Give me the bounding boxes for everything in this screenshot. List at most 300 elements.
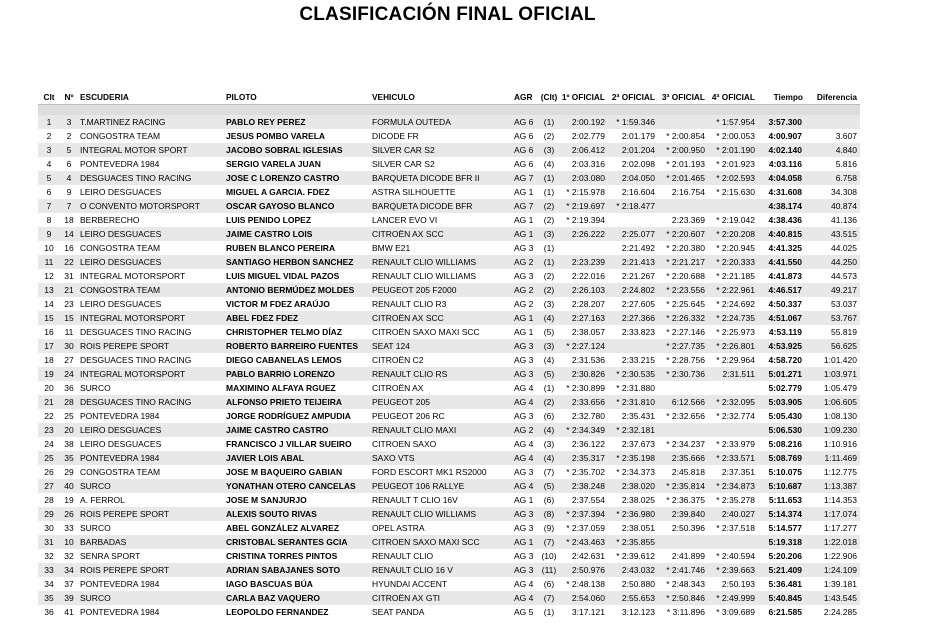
piloto-cell: FRANCISCO J VILLAR SUEIRO: [226, 439, 352, 449]
escuderia-cell: BERBERECHO: [80, 215, 140, 225]
vehiculo-cell: PEUGEOT 205 F2000: [370, 283, 512, 297]
piloto-cell: IAGO BASCUAS BÚA: [226, 579, 313, 589]
diferencia-cell: 4.840: [806, 143, 860, 157]
tiempo-cell: 4:03.116: [768, 159, 802, 169]
table-row: [38, 325, 860, 339]
tiempo-cell: 5:19.318: [758, 535, 806, 549]
oficial-1-cell: 2:37.554: [571, 495, 605, 505]
piloto-cell: ALEXIS SOUTO RIVAS: [224, 507, 370, 521]
clt-cell: 13: [38, 283, 58, 297]
diferencia-cell: 1:03.971: [806, 367, 860, 381]
piloto-cell: ABEL GONZÁLEZ ALVAREZ: [226, 523, 340, 533]
oficial-2-cell: 2:27.366: [608, 311, 658, 325]
table-row: [38, 143, 860, 157]
oficial-4-cell: * 2:26.801: [708, 339, 758, 353]
escuderia-cell: INTEGRAL MOTORSPORT: [80, 271, 186, 281]
number-cell: 11: [64, 327, 74, 337]
diferencia-cell: 1:24.109: [806, 563, 860, 577]
oficial-2-cell: * 2:36.980: [608, 507, 658, 521]
table-row: [38, 339, 860, 353]
vehiculo-cell: LANCER EVO VI: [372, 215, 438, 225]
escuderia-cell: CONGOSTRA TEAM: [80, 131, 161, 141]
escuderia-cell: LEIRO DESGUACES: [80, 299, 162, 309]
agr-cell: AG 1: [514, 215, 534, 225]
class-pos-cell: (2): [543, 215, 555, 225]
col-diferencia: Diferencia: [816, 91, 857, 102]
diferencia-cell: [806, 115, 860, 129]
oficial-4-cell: * 2:00.053: [716, 131, 755, 141]
clt-cell: 21: [38, 395, 58, 409]
vehiculo-cell: SEAT PANDA: [372, 607, 425, 617]
oficial-2-cell: [608, 339, 658, 353]
tiempo-cell: 5:03.905: [758, 395, 806, 409]
table-row: [38, 605, 860, 619]
escuderia-cell: DESGUACES TINO RACING: [80, 327, 192, 337]
col-vehiculo: VEHICULO: [372, 91, 415, 102]
oficial-3-cell: * 2:20.607: [658, 227, 708, 241]
oficial-1-cell: 2:30.826: [558, 367, 608, 381]
clt-cell: 3: [38, 143, 58, 157]
tiempo-cell: 6:21.585: [768, 607, 802, 617]
class-pos-cell: (1): [538, 115, 558, 129]
vehiculo-cell: FORMULA OUTEDA: [370, 115, 512, 129]
tiempo-cell: 4:46.517: [758, 283, 806, 297]
oficial-1-cell: 2:27.163: [558, 311, 608, 325]
clt-cell: 10: [44, 243, 54, 253]
oficial-3-cell: [658, 535, 708, 549]
table-row: [38, 409, 860, 423]
number-cell: 22: [58, 255, 78, 269]
piloto-cell: LUIS PENIDO LOPEZ: [226, 215, 312, 225]
class-pos-cell: (1): [538, 171, 558, 185]
clt-cell: 9: [38, 227, 58, 241]
table-row: [38, 465, 860, 479]
class-pos-cell: (4): [543, 355, 555, 365]
oficial-4-cell: * 2:49.999: [708, 591, 758, 605]
vehiculo-cell: SILVER CAR S2: [372, 159, 435, 169]
oficial-2-cell: * 2:30.535: [608, 367, 658, 381]
agr-cell: AG 6: [512, 143, 538, 157]
oficial-2-cell: * 2:18.477: [608, 199, 658, 213]
oficial-2-cell: 2:02.098: [621, 159, 655, 169]
tiempo-cell: 5:01.271: [758, 367, 806, 381]
oficial-2-cell: * 1:59.346: [608, 115, 658, 129]
vehiculo-cell: RENAULT CLIO WILLIAMS: [370, 507, 512, 521]
piloto-cell: OSCAR GAYOSO BLANCO: [224, 199, 370, 213]
escuderia-cell: PONTEVEDRA 1984: [78, 451, 224, 465]
number-cell: 35: [58, 451, 78, 465]
number-cell: 40: [58, 479, 78, 493]
class-pos-cell: (6): [543, 411, 555, 421]
agr-cell: AG 4: [514, 383, 534, 393]
vehiculo-cell: CITROËN AX SCC: [370, 311, 512, 325]
agr-cell: AG 4: [514, 579, 534, 589]
piloto-cell: ADRIAN SABAJANES SOTO: [224, 563, 370, 577]
tiempo-cell: 4:38.174: [758, 199, 806, 213]
diferencia-cell: 1:43.545: [806, 591, 860, 605]
clt-cell: 36: [44, 607, 54, 617]
piloto-cell: RUBEN BLANCO PEREIRA: [226, 243, 336, 253]
oficial-4-cell: * 2:24.692: [716, 299, 755, 309]
oficial-1-cell: * 2:37.394: [558, 507, 608, 521]
agr-cell: AG 1: [514, 187, 534, 197]
oficial-1-cell: 2:03.080: [558, 171, 608, 185]
clt-cell: 34: [44, 579, 54, 589]
number-cell: 29: [64, 467, 74, 477]
agr-cell: AG 6: [512, 115, 538, 129]
piloto-cell: JAIME CASTRO LOIS: [224, 227, 370, 241]
oficial-1-cell: 2:35.317: [558, 451, 608, 465]
diferencia-cell: 1:13.387: [806, 479, 860, 493]
agr-cell: AG 5: [514, 607, 534, 617]
oficial-3-cell: [658, 115, 708, 129]
escuderia-cell: CONGOSTRA TEAM: [78, 283, 224, 297]
oficial-1-cell: * 2:43.463: [558, 535, 608, 549]
number-cell: 25: [64, 411, 74, 421]
oficial-4-cell: [708, 535, 758, 549]
clt-cell: 5: [38, 171, 58, 185]
class-pos-cell: (1): [538, 255, 558, 269]
diferencia-cell: 1:39.181: [823, 579, 857, 589]
oficial-1-cell: * 2:48.138: [566, 579, 605, 589]
oficial-3-cell: 2:39.840: [658, 507, 708, 521]
piloto-cell: JACOBO SOBRAL IGLESIAS: [224, 143, 370, 157]
oficial-2-cell: 2:50.880: [621, 579, 655, 589]
class-pos-cell: (3): [538, 227, 558, 241]
escuderia-cell: INTEGRAL MOTOR SPORT: [78, 143, 224, 157]
oficial-1-cell: 2:42.631: [571, 551, 605, 561]
oficial-3-cell: * 2:28.756: [666, 355, 705, 365]
vehiculo-cell: CITROËN SAXO MAXI SCC: [372, 327, 480, 337]
tiempo-cell: 4:58.720: [768, 355, 802, 365]
oficial-3-cell: * 2:32.656: [666, 411, 705, 421]
class-pos-cell: (10): [541, 551, 557, 561]
escuderia-cell: ROIS PEREPE SPORT: [78, 507, 224, 521]
vehiculo-cell: RENAULT T CLIO 16V: [372, 495, 458, 505]
clt-cell: 12: [44, 271, 54, 281]
number-cell: 3: [58, 115, 78, 129]
number-cell: 23: [64, 299, 74, 309]
class-pos-cell: (2): [538, 395, 558, 409]
clt-cell: 24: [44, 439, 54, 449]
clt-cell: 19: [38, 367, 58, 381]
vehiculo-cell: RENAULT CLIO 16 V: [370, 563, 512, 577]
table-row: [38, 129, 860, 143]
piloto-cell: PABLO BARRIO LORENZO: [224, 367, 370, 381]
tiempo-cell: 5:02.779: [768, 383, 802, 393]
agr-cell: AG 3: [512, 507, 538, 521]
table-row: [38, 353, 860, 367]
class-pos-cell: (2): [543, 271, 555, 281]
number-cell: 37: [64, 579, 74, 589]
number-cell: 31: [64, 271, 74, 281]
oficial-3-cell: * 2:23.556: [658, 283, 708, 297]
agr-cell: AG 4: [514, 439, 534, 449]
oficial-3-cell: * 2:27.735: [658, 339, 708, 353]
oficial-1-cell: * 2:30.899: [566, 383, 605, 393]
table-row: [38, 213, 860, 227]
tiempo-cell: 4:02.140: [758, 143, 806, 157]
vehiculo-cell: RENAULT CLIO: [372, 551, 434, 561]
oficial-1-cell: * 2:34.349: [558, 423, 608, 437]
number-cell: 5: [58, 143, 78, 157]
agr-cell: AG 1: [512, 311, 538, 325]
oficial-2-cell: * 2:35.198: [608, 451, 658, 465]
col-oficial-3: 3ª OFICIAL: [661, 91, 705, 102]
table-row: [38, 437, 860, 451]
oficial-2-cell: 2:35.431: [621, 411, 655, 421]
vehiculo-cell: SAXO VTS: [370, 451, 512, 465]
piloto-cell: MIGUEL A GARCIA. FDEZ: [226, 187, 330, 197]
oficial-4-cell: [708, 381, 758, 395]
vehiculo-cell: RENAULT CLIO WILLIAMS: [372, 271, 477, 281]
escuderia-cell: PONTEVEDRA 1984: [80, 159, 160, 169]
diferencia-cell: 1:17.277: [823, 523, 857, 533]
oficial-2-cell: 2:33.823: [621, 327, 655, 337]
oficial-2-cell: * 2:39.612: [616, 551, 655, 561]
class-pos-cell: (1): [543, 383, 555, 393]
table-row: [38, 535, 860, 549]
oficial-3-cell: * 2:01.193: [666, 159, 705, 169]
piloto-cell: CRISTOBAL SERANTES GCIA: [224, 535, 370, 549]
piloto-cell: ROBERTO BARREIRO FUENTES: [224, 339, 370, 353]
piloto-cell: DIEGO CABANELAS LEMOS: [226, 355, 342, 365]
oficial-2-cell: 2:21.267: [621, 271, 655, 281]
agr-cell: AG 3: [514, 243, 534, 253]
oficial-3-cell: [658, 381, 708, 395]
escuderia-cell: SURCO: [78, 479, 224, 493]
col-clt: Clt: [43, 91, 55, 102]
vehiculo-cell: RENAULT CLIO R3: [372, 299, 447, 309]
oficial-2-cell: 2:01.204: [608, 143, 658, 157]
diferencia-cell: 40.874: [806, 199, 860, 213]
piloto-cell: YONATHAN OTERO CANCELAS: [224, 479, 370, 493]
tiempo-cell: 5:36.481: [768, 579, 802, 589]
tiempo-cell: 5:05.430: [768, 411, 802, 421]
number-cell: 41: [64, 607, 74, 617]
oficial-3-cell: * 2:26.332: [658, 311, 708, 325]
diferencia-cell: 43.515: [806, 227, 860, 241]
agr-cell: AG 3: [514, 551, 534, 561]
piloto-cell: VICTOR M FDEZ ARAÚJO: [226, 299, 330, 309]
oficial-3-cell: * 2:36.375: [666, 495, 705, 505]
table-row: [38, 199, 860, 213]
number-cell: 16: [64, 243, 74, 253]
agr-cell: AG 2: [512, 255, 538, 269]
class-pos-cell: (2): [538, 283, 558, 297]
class-pos-cell: (4): [538, 423, 558, 437]
tiempo-cell: 4:41.550: [758, 255, 806, 269]
vehiculo-cell: BARQUETA DICODE BFR: [370, 199, 512, 213]
piloto-cell: JOSE M BAQUEIRO GABIAN: [226, 467, 343, 477]
clt-cell: 27: [38, 479, 58, 493]
piloto-cell: JORGE RODRÍGUEZ AMPUDIA: [226, 411, 351, 421]
table-row: [38, 367, 860, 381]
table-row: [38, 423, 860, 437]
oficial-1-cell: [558, 241, 608, 255]
number-cell: 33: [64, 523, 74, 533]
oficial-2-cell: 2:43.032: [608, 563, 658, 577]
escuderia-cell: INTEGRAL MOTORSPORT: [78, 367, 224, 381]
diferencia-cell: 1:01.420: [823, 355, 857, 365]
vehiculo-cell: CITROEN SAXO MAXI SCC: [370, 535, 512, 549]
diferencia-cell: 41.136: [831, 215, 857, 225]
oficial-2-cell: 2:27.605: [621, 299, 655, 309]
oficial-3-cell: * 2:01.465: [658, 171, 708, 185]
table-row: [38, 507, 860, 521]
diferencia-cell: 1:12.775: [823, 467, 857, 477]
clt-cell: 28: [44, 495, 54, 505]
oficial-1-cell: 2:06.412: [558, 143, 608, 157]
oficial-3-cell: * 2:21.217: [658, 255, 708, 269]
tiempo-cell: 4:38.436: [768, 215, 802, 225]
number-cell: 7: [58, 199, 78, 213]
oficial-4-cell: * 2:22.961: [708, 283, 758, 297]
tiempo-cell: 4:41.873: [768, 271, 802, 281]
escuderia-cell: A. FERROL: [80, 495, 125, 505]
diferencia-cell: 1:17.074: [806, 507, 860, 521]
agr-cell: AG 2: [512, 283, 538, 297]
class-pos-cell: (1): [543, 607, 555, 617]
col-oficial-2: 2ª OFICIAL: [611, 91, 655, 102]
oficial-2-cell: 2:38.020: [608, 479, 658, 493]
vehiculo-cell: ASTRA SILHOUETTE: [372, 187, 456, 197]
oficial-2-cell: 2:37.673: [621, 439, 655, 449]
oficial-4-cell: * 2:15.630: [716, 187, 755, 197]
vehiculo-cell: FORD ESCORT MK1 RS2000: [372, 467, 487, 477]
class-pos-cell: (4): [538, 311, 558, 325]
escuderia-cell: DESGUACES TINO RACING: [78, 395, 224, 409]
class-pos-cell: (3): [538, 339, 558, 353]
escuderia-cell: SURCO: [80, 523, 111, 533]
escuderia-cell: LEIRO DESGUACES: [80, 439, 162, 449]
vehiculo-cell: CITROËN AX GTI: [370, 591, 512, 605]
oficial-2-cell: 3:12.123: [621, 607, 655, 617]
tiempo-cell: 5:14.374: [758, 507, 806, 521]
escuderia-cell: ROIS PEREPE SPORT: [78, 563, 224, 577]
agr-cell: AG 3: [514, 271, 534, 281]
oficial-2-cell: 2:16.604: [621, 187, 655, 197]
escuderia-cell: SURCO: [78, 591, 224, 605]
oficial-2-cell: 2:21.492: [621, 243, 655, 253]
table-row: [38, 563, 860, 577]
oficial-4-cell: * 3:09.689: [716, 607, 755, 617]
tiempo-cell: 5:40.845: [758, 591, 806, 605]
escuderia-cell: INTEGRAL MOTORSPORT: [78, 311, 224, 325]
oficial-3-cell: [658, 199, 708, 213]
oficial-4-cell: * 2:20.945: [716, 243, 755, 253]
escuderia-cell: LEIRO DESGUACES: [78, 423, 224, 437]
class-pos-cell: (9): [543, 523, 555, 533]
oficial-4-cell: * 2:25.973: [716, 327, 755, 337]
diferencia-cell: 49.217: [806, 283, 860, 297]
agr-cell: AG 3: [512, 367, 538, 381]
table-row: [38, 115, 860, 129]
oficial-4-cell: * 2:37.518: [716, 523, 755, 533]
piloto-cell: JAVIER LOIS ABAL: [224, 451, 370, 465]
class-pos-cell: (7): [538, 591, 558, 605]
diferencia-cell: 3.607: [835, 131, 857, 141]
class-pos-cell: (2): [543, 131, 555, 141]
number-cell: 6: [66, 159, 72, 169]
escuderia-cell: T.MARTINEZ RACING: [78, 115, 224, 129]
col-agr: AGR: [514, 91, 533, 102]
vehiculo-cell: PEUGEOT 205: [370, 395, 512, 409]
oficial-2-cell: * 2:34.373: [616, 467, 655, 477]
clt-cell: 18: [44, 355, 54, 365]
oficial-3-cell: 2:45.818: [671, 467, 705, 477]
diferencia-cell: 56.625: [806, 339, 860, 353]
piloto-cell: PABLO REY PEREZ: [224, 115, 370, 129]
oficial-2-cell: 2:25.077: [608, 227, 658, 241]
agr-cell: AG 3: [514, 467, 534, 477]
oficial-4-cell: * 2:19.042: [716, 215, 755, 225]
oficial-3-cell: * 2:20.688: [666, 271, 705, 281]
diferencia-cell: 1:10.916: [823, 439, 857, 449]
piloto-cell: MAXIMINO ALFAYA RGUEZ: [226, 383, 336, 393]
oficial-2-cell: 2:01.179: [621, 131, 655, 141]
oficial-3-cell: 2:35.666: [658, 451, 708, 465]
diferencia-cell: 1:09.230: [806, 423, 860, 437]
oficial-3-cell: 6:12.566: [658, 395, 708, 409]
tiempo-cell: 4:00.907: [768, 131, 802, 141]
oficial-3-cell: * 2:48.343: [666, 579, 705, 589]
number-cell: 28: [58, 395, 78, 409]
agr-cell: AG 2: [514, 299, 534, 309]
tiempo-cell: 5:06.530: [758, 423, 806, 437]
piloto-cell: JOSE C LORENZO CASTRO: [224, 171, 370, 185]
oficial-2-cell: 2:33.215: [621, 355, 655, 365]
clt-cell: 29: [38, 507, 58, 521]
vehiculo-cell: OPEL ASTRA: [372, 523, 425, 533]
clt-cell: 4: [46, 159, 52, 169]
piloto-cell: SERGIO VARELA JUAN: [226, 159, 321, 169]
clt-cell: 25: [38, 451, 58, 465]
oficial-4-cell: * 2:24.735: [708, 311, 758, 325]
number-cell: 30: [58, 339, 78, 353]
oficial-3-cell: 2:23.369: [671, 215, 705, 225]
col-tiempo: Tiempo: [773, 91, 803, 102]
oficial-3-cell: * 2:41.746: [658, 563, 708, 577]
class-pos-cell: (7): [543, 467, 555, 477]
number-cell: 9: [66, 187, 72, 197]
oficial-3-cell: * 2:34.237: [666, 439, 705, 449]
class-pos-cell: (11): [538, 563, 558, 577]
oficial-4-cell: * 2:20.333: [708, 255, 758, 269]
table-row: [38, 241, 860, 255]
oficial-1-cell: 2:23.239: [558, 255, 608, 269]
oficial-4-cell: [708, 199, 758, 213]
piloto-cell: SANTIAGO HERBON SANCHEZ: [224, 255, 370, 269]
results-table: [38, 89, 860, 619]
diferencia-cell: 53.037: [831, 299, 857, 309]
tiempo-cell: 5:11.653: [768, 495, 802, 505]
number-cell: 34: [58, 563, 78, 577]
clt-cell: 17: [38, 339, 58, 353]
header-row: [38, 89, 860, 105]
diferencia-cell: 1:14.353: [823, 495, 857, 505]
escuderia-cell: PONTEVEDRA 1984: [80, 607, 160, 617]
class-pos-cell: (4): [538, 451, 558, 465]
vehiculo-cell: RENAULT CLIO RS: [370, 367, 512, 381]
escuderia-cell: CONGOSTRA TEAM: [80, 467, 161, 477]
class-pos-cell: (1): [543, 187, 555, 197]
oficial-3-cell: * 2:25.645: [666, 299, 705, 309]
oficial-2-cell: 2:04.050: [608, 171, 658, 185]
col-escuderia: ESCUDERIA: [80, 91, 129, 102]
diferencia-cell: 1:06.605: [806, 395, 860, 409]
oficial-4-cell: * 2:01.190: [708, 143, 758, 157]
